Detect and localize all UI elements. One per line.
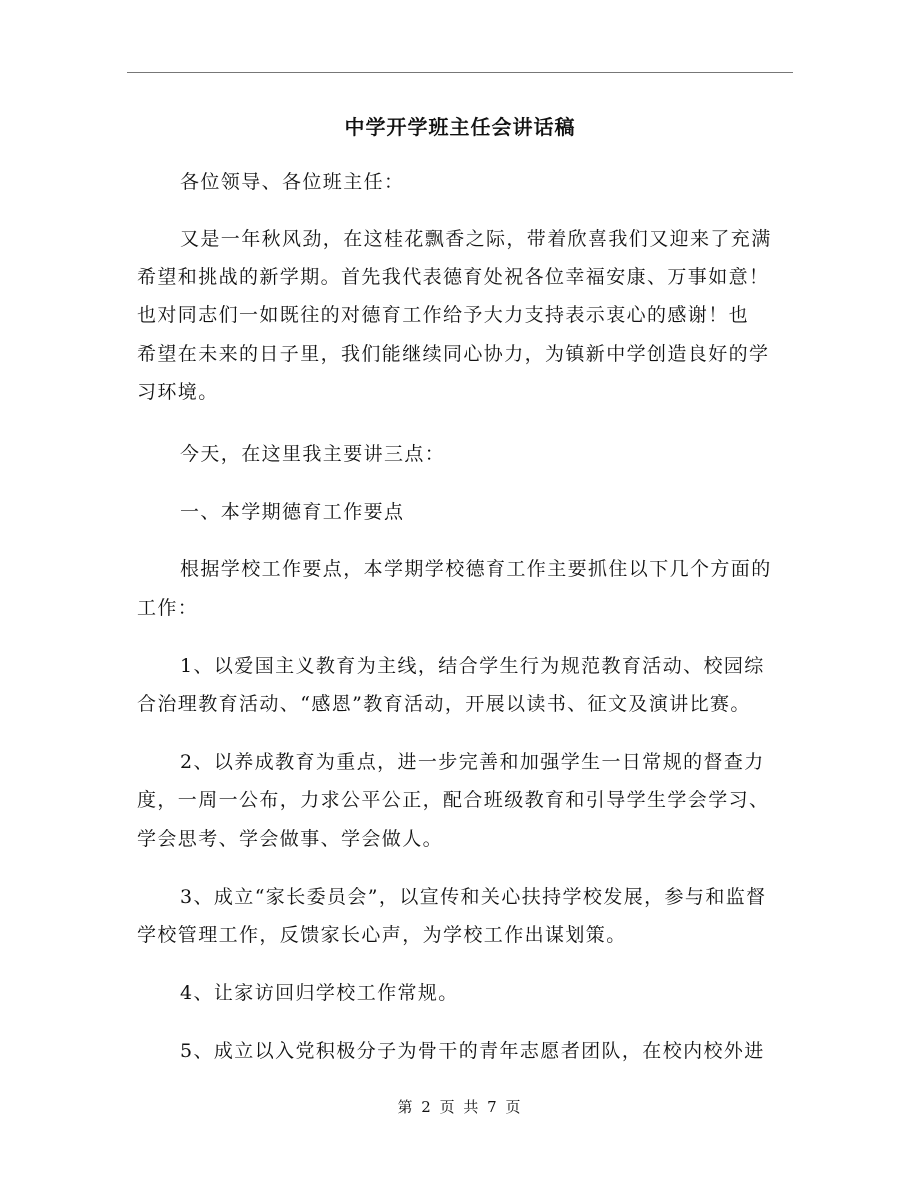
paragraph-line: 希望在未来的日子里，我们能继续同心协力，为镇新中学创造良好的学 — [137, 343, 770, 365]
list-item-line: 度，一周一公布，力求公平公正，配合班级教育和引导学生学会学习、 — [137, 789, 770, 811]
list-item-line: 3、成立“家长委员会”，以宣传和关心扶持学校发展，参与和监督 — [180, 886, 767, 908]
section-heading: 一、本学期德育工作要点 — [180, 501, 405, 523]
paragraph-line: 习环境。 — [137, 381, 219, 403]
list-item-line: 4、让家访回归学校工作常规。 — [180, 982, 459, 1004]
list-item-line: 1、以爱国主义教育为主线，结合学生行为规范教育活动、校园综 — [180, 655, 765, 677]
paragraph-line: 根据学校工作要点，本学期学校德育工作主要抓住以下几个方面的 — [180, 558, 772, 580]
paragraph-line: 也对同志们一如既往的对德育工作给予大力支持表示衷心的感谢！也 — [137, 304, 750, 326]
paragraph-line: 工作： — [137, 597, 199, 619]
paragraph-line: 又是一年秋风劲，在这桂花飘香之际，带着欣喜我们又迎来了充满 — [180, 228, 772, 250]
paragraph-line: 今天，在这里我主要讲三点： — [180, 443, 446, 465]
list-item-line: 学校管理工作，反馈家长心声，为学校工作出谋划策。 — [137, 924, 627, 946]
page-number: 第 2 页 共 7 页 — [397, 1098, 523, 1116]
document-title: 中学开学班主任会讲话稿 — [344, 115, 576, 139]
salutation: 各位领导、各位班主任： — [180, 171, 405, 193]
list-item-line: 学会思考、学会做事、学会做人。 — [137, 828, 444, 850]
list-item-line: 2、以养成教育为重点，进一步完善和加强学生一日常规的督查力 — [180, 751, 765, 773]
list-item-line: 5、成立以入党积极分子为骨干的青年志愿者团队，在校内校外进 — [180, 1040, 765, 1062]
header-rule — [127, 72, 793, 73]
paragraph-line: 希望和挑战的新学期。首先我代表德育处祝各位幸福安康、万事如意！ — [137, 266, 770, 288]
list-item-line: 合治理教育活动、“感恩”教育活动，开展以读书、征文及演讲比赛。 — [137, 693, 751, 715]
